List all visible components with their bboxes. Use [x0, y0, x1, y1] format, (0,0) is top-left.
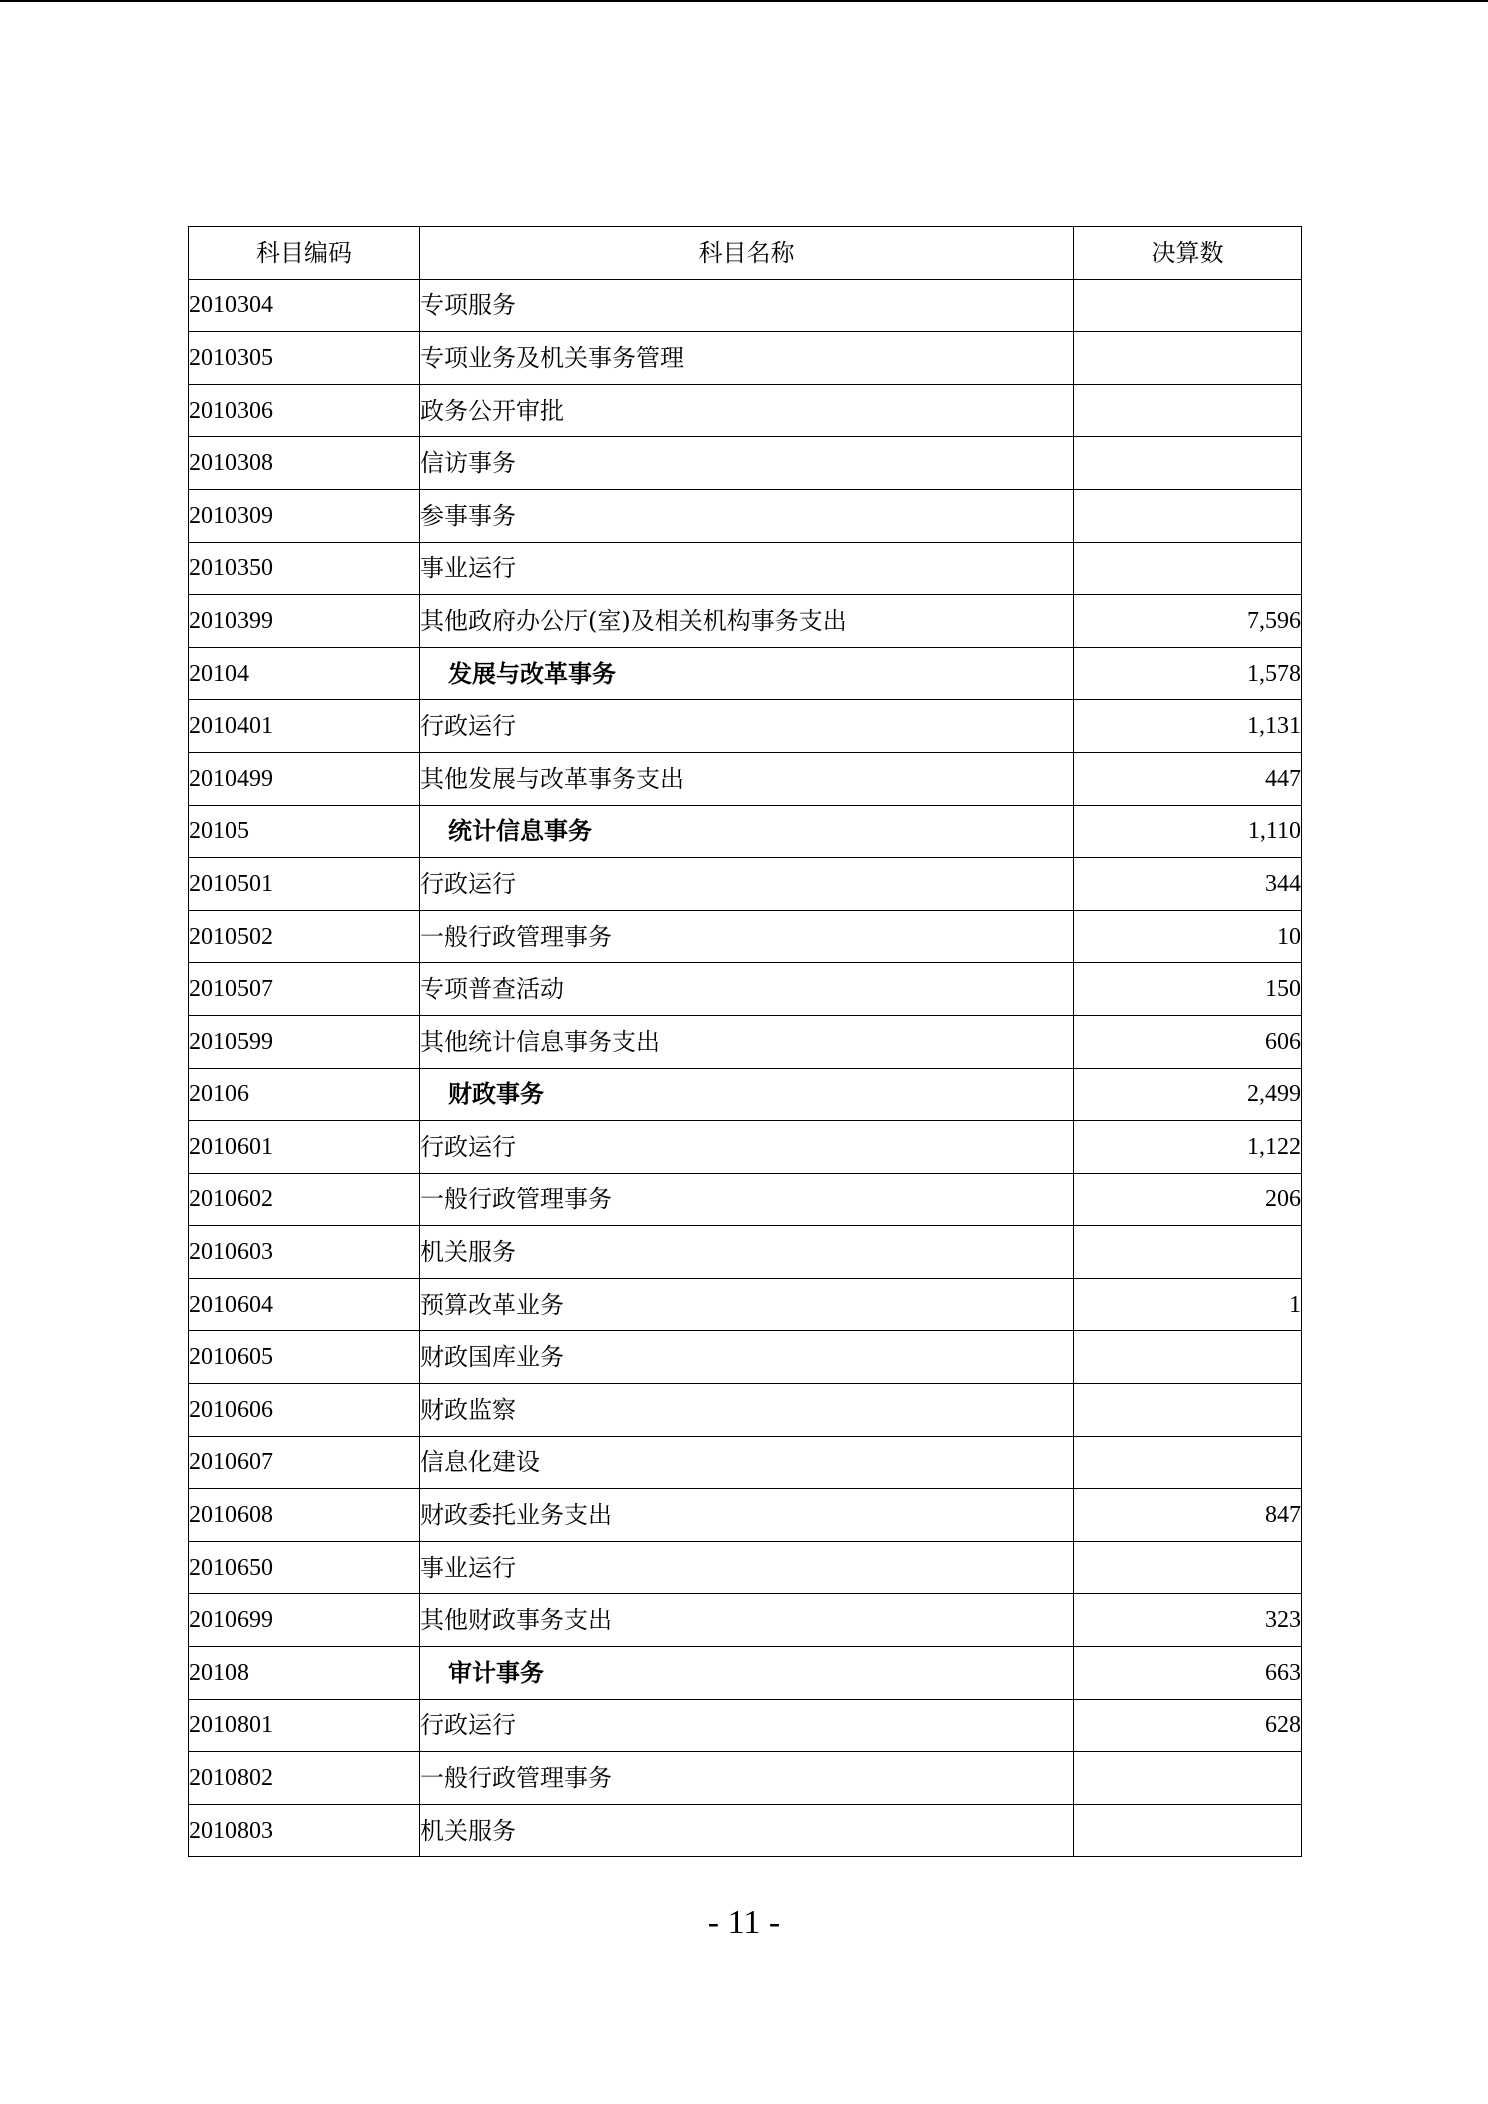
final-amount: 1,110 — [1074, 805, 1302, 858]
subject-code: 2010699 — [189, 1594, 420, 1647]
table-row — [189, 332, 1302, 385]
subject-name: 参事事务 — [420, 489, 1074, 542]
subject-name: 财政国库业务 — [420, 1331, 1074, 1384]
budget-table — [188, 226, 1302, 1857]
final-amount: 2,499 — [1074, 1068, 1302, 1121]
budget-table-container — [188, 226, 1301, 1857]
final-amount: 344 — [1074, 858, 1302, 911]
final-amount: 150 — [1074, 963, 1302, 1016]
table-row — [189, 1121, 1302, 1174]
table-row — [189, 279, 1302, 332]
subject-code: 2010801 — [189, 1699, 420, 1752]
final-amount: 1,122 — [1074, 1121, 1302, 1174]
table-row — [189, 1804, 1302, 1857]
subject-code: 2010599 — [189, 1015, 420, 1068]
subject-code: 2010499 — [189, 752, 420, 805]
table-row — [189, 910, 1302, 963]
subject-code: 2010604 — [189, 1278, 420, 1331]
table-row — [189, 1436, 1302, 1489]
final-amount — [1074, 1804, 1302, 1857]
category-row — [189, 1068, 1302, 1121]
category-row — [189, 647, 1302, 700]
final-amount — [1074, 489, 1302, 542]
category-row — [189, 1647, 1302, 1700]
subject-code: 2010350 — [189, 542, 420, 595]
table-row — [189, 542, 1302, 595]
subject-code: 2010607 — [189, 1436, 420, 1489]
table-row — [189, 384, 1302, 437]
final-amount — [1074, 1541, 1302, 1594]
final-amount: 1,131 — [1074, 700, 1302, 753]
table-row — [189, 963, 1302, 1016]
table-row — [189, 1226, 1302, 1279]
subject-code: 2010803 — [189, 1804, 420, 1857]
subject-code: 2010401 — [189, 700, 420, 753]
subject-name: 一般行政管理事务 — [420, 910, 1074, 963]
subject-name: 政务公开审批 — [420, 384, 1074, 437]
page-number: - 11 - — [707, 1904, 781, 1941]
final-amount — [1074, 437, 1302, 490]
subject-name: 专项服务 — [420, 279, 1074, 332]
subject-name: 预算改革业务 — [420, 1278, 1074, 1331]
table-row — [189, 1489, 1302, 1542]
header-amount: 决算数 — [1074, 227, 1302, 280]
subject-name: 统计信息事务 — [420, 805, 1074, 858]
subject-code: 2010608 — [189, 1489, 420, 1542]
final-amount: 206 — [1074, 1173, 1302, 1226]
final-amount: 628 — [1074, 1699, 1302, 1752]
final-amount — [1074, 542, 1302, 595]
subject-code: 2010605 — [189, 1331, 420, 1384]
subject-code: 2010501 — [189, 858, 420, 911]
final-amount: 1,578 — [1074, 647, 1302, 700]
final-amount: 1 — [1074, 1278, 1302, 1331]
subject-name: 事业运行 — [420, 542, 1074, 595]
header-name: 科目名称 — [420, 227, 1074, 280]
table-row — [189, 595, 1302, 648]
subject-name: 其他统计信息事务支出 — [420, 1015, 1074, 1068]
subject-code: 2010305 — [189, 332, 420, 385]
final-amount — [1074, 1436, 1302, 1489]
subject-name: 财政委托业务支出 — [420, 1489, 1074, 1542]
table-body — [189, 279, 1302, 1857]
table-row — [189, 1384, 1302, 1437]
final-amount: 447 — [1074, 752, 1302, 805]
subject-name: 行政运行 — [420, 700, 1074, 753]
subject-name: 专项业务及机关事务管理 — [420, 332, 1074, 385]
subject-code: 2010502 — [189, 910, 420, 963]
final-amount: 663 — [1074, 1647, 1302, 1700]
subject-name: 信访事务 — [420, 437, 1074, 490]
final-amount — [1074, 1752, 1302, 1805]
subject-code: 2010306 — [189, 384, 420, 437]
subject-code: 2010602 — [189, 1173, 420, 1226]
table-row — [189, 858, 1302, 911]
subject-code: 2010507 — [189, 963, 420, 1016]
subject-name: 事业运行 — [420, 1541, 1074, 1594]
table-header — [189, 227, 1302, 280]
table-row — [189, 1331, 1302, 1384]
table-row — [189, 1594, 1302, 1647]
subject-name: 审计事务 — [420, 1647, 1074, 1700]
final-amount: 7,596 — [1074, 595, 1302, 648]
page-top-rule — [0, 0, 1488, 2]
final-amount: 10 — [1074, 910, 1302, 963]
final-amount: 606 — [1074, 1015, 1302, 1068]
subject-code: 2010309 — [189, 489, 420, 542]
table-row — [189, 1173, 1302, 1226]
table-row — [189, 1278, 1302, 1331]
subject-name: 机关服务 — [420, 1804, 1074, 1857]
subject-code: 20104 — [189, 647, 420, 700]
subject-name: 一般行政管理事务 — [420, 1173, 1074, 1226]
subject-name: 行政运行 — [420, 858, 1074, 911]
subject-name: 其他财政事务支出 — [420, 1594, 1074, 1647]
subject-code: 2010802 — [189, 1752, 420, 1805]
subject-name: 行政运行 — [420, 1699, 1074, 1752]
subject-name: 机关服务 — [420, 1226, 1074, 1279]
subject-code: 20108 — [189, 1647, 420, 1700]
subject-name: 行政运行 — [420, 1121, 1074, 1174]
subject-code: 2010606 — [189, 1384, 420, 1437]
subject-name: 其他发展与改革事务支出 — [420, 752, 1074, 805]
subject-name: 专项普查活动 — [420, 963, 1074, 1016]
subject-code: 20105 — [189, 805, 420, 858]
final-amount — [1074, 1384, 1302, 1437]
final-amount — [1074, 332, 1302, 385]
subject-name: 其他政府办公厅(室)及相关机构事务支出 — [420, 595, 1074, 648]
subject-code: 2010650 — [189, 1541, 420, 1594]
subject-code: 2010308 — [189, 437, 420, 490]
final-amount — [1074, 1331, 1302, 1384]
subject-code: 2010601 — [189, 1121, 420, 1174]
subject-code: 2010603 — [189, 1226, 420, 1279]
subject-name: 发展与改革事务 — [420, 647, 1074, 700]
subject-code: 20106 — [189, 1068, 420, 1121]
subject-name: 财政事务 — [420, 1068, 1074, 1121]
final-amount: 323 — [1074, 1594, 1302, 1647]
table-row — [189, 489, 1302, 542]
final-amount — [1074, 384, 1302, 437]
category-row — [189, 805, 1302, 858]
subject-name: 信息化建设 — [420, 1436, 1074, 1489]
subject-code: 2010399 — [189, 595, 420, 648]
table-row — [189, 1752, 1302, 1805]
table-row — [189, 700, 1302, 753]
table-row — [189, 437, 1302, 490]
header-code: 科目编码 — [189, 227, 420, 280]
header-row — [189, 227, 1302, 280]
table-row — [189, 1699, 1302, 1752]
subject-code: 2010304 — [189, 279, 420, 332]
final-amount: 847 — [1074, 1489, 1302, 1542]
final-amount — [1074, 279, 1302, 332]
subject-name: 财政监察 — [420, 1384, 1074, 1437]
table-row — [189, 752, 1302, 805]
final-amount — [1074, 1226, 1302, 1279]
table-row — [189, 1541, 1302, 1594]
table-row — [189, 1015, 1302, 1068]
subject-name: 一般行政管理事务 — [420, 1752, 1074, 1805]
